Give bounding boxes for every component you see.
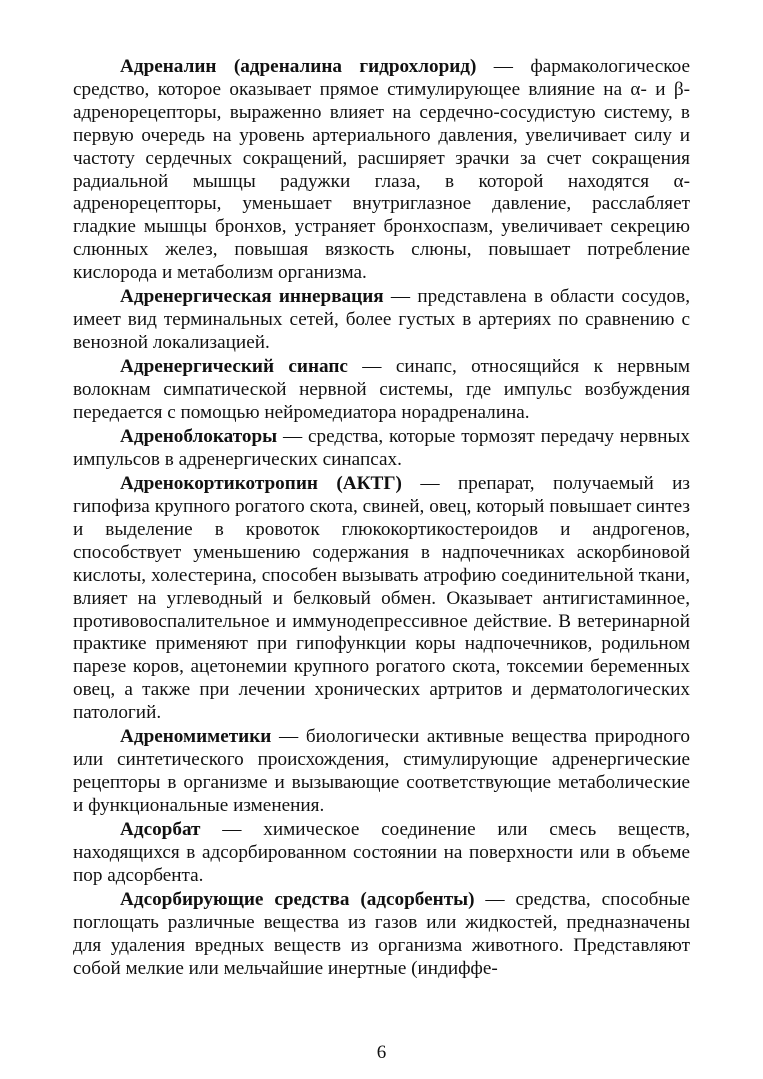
entry-adrenoblockers (73, 426, 690, 472)
entry-term: Адсорбат (120, 819, 201, 841)
entry-definition: — средства, которые тормозят передачу нервных импульсов в адренергических синапсах. (73, 426, 690, 470)
entry-adsorbate (73, 819, 690, 888)
entry-definition: — средства, способные поглощать различные вещества из газов или жидкостей, предназначены для удаления вредных веществ из организма животного. Представляют собой мелкие или мельчайшие инертные (индиффе- (73, 888, 691, 979)
entry-term: Адренергический синапс (120, 356, 348, 378)
entry-acth (73, 473, 690, 725)
entry-adrenalin (73, 56, 690, 285)
entry-adrenergic-innervation (73, 286, 690, 355)
entry-term: Адренергическая иннервация (120, 286, 384, 308)
entry-adsorbents (73, 889, 690, 981)
entry-definition: — биологически активные вещества природного или синтетического происхождения, стимулирующие адренергические рецепторы в организме и вызывающие соответствующие метаболические и функциональные изменения. (73, 726, 690, 816)
entry-term: Адсорбирующие средства (адсорбенты) (120, 888, 475, 910)
entry-term: Адреноблокаторы (120, 426, 278, 448)
entry-adrenomimetics (73, 726, 690, 818)
entry-definition: — фармакологическое средство, которое оказывает прямое стимулирующее влияние на α- и β-адренорецепторы, выраженно влияет на сердечно-сосудистую систему, в первую очередь на уровень артериального давления, увеличивает силу и частоту сердечных сокращений, расширяет зрачки за счет сокращения радиальной мышцы радужки глаза, в которой находятся α-адренорецепторы, уменьшает внутриглазное давление, расслабляет гладкие мышцы бронхов, устраняет бронхоспазм, увеличивает секрецию слюнных желез, повышая вязкость слюны, повышает потребление кислорода и метаболизм организма. (73, 56, 690, 284)
page-number: 6 (376, 1042, 387, 1063)
entry-term: Адренокортикотропин (АКТГ) (120, 473, 402, 495)
page-body (73, 56, 690, 982)
entry-term: Адреналин (адреналина гидрохлорид) (120, 56, 477, 77)
entry-definition: — препарат, получаемый из гипофиза крупного рогатого скота, свиней, овец, который повышает синтез и выделение в кровоток глюкокортикостероидов и андрогенов, способствует уменьшению содержания в надпочечниках аскорбиновой кислоты, холестерина, способен вызывать атрофию соединительной ткани, влияет на углеводный и белковый обмен. Оказывает антигистаминное, противовоспалительное и иммунодепрессивное действие. В ветеринарной практике применяют при гипофункции коры надпочечников, родильном парезе коров, ацетонемии крупного рогатого скота, токсемии беременных овец, а также при лечении хронических артритов и дерматологических патологий. (73, 473, 690, 724)
entry-adrenergic-synapse (73, 356, 690, 425)
entry-definition: — представлена в области сосудов, имеет вид терминальных сетей, более густых в артериях по сравнению с венозной локализацией. (73, 286, 691, 354)
entry-definition: — синапс, относящийся к нервным волокнам симпатической нервной системы, где импульс возбуждения передается с помощью нейромедиатора норадреналина. (73, 356, 690, 423)
entry-definition: — химическое соединение или смесь веществ, находящихся в адсорбированном состоянии на поверхности или в объеме пор адсорбента. (73, 819, 690, 886)
entry-term: Адреномиметики (120, 726, 272, 748)
